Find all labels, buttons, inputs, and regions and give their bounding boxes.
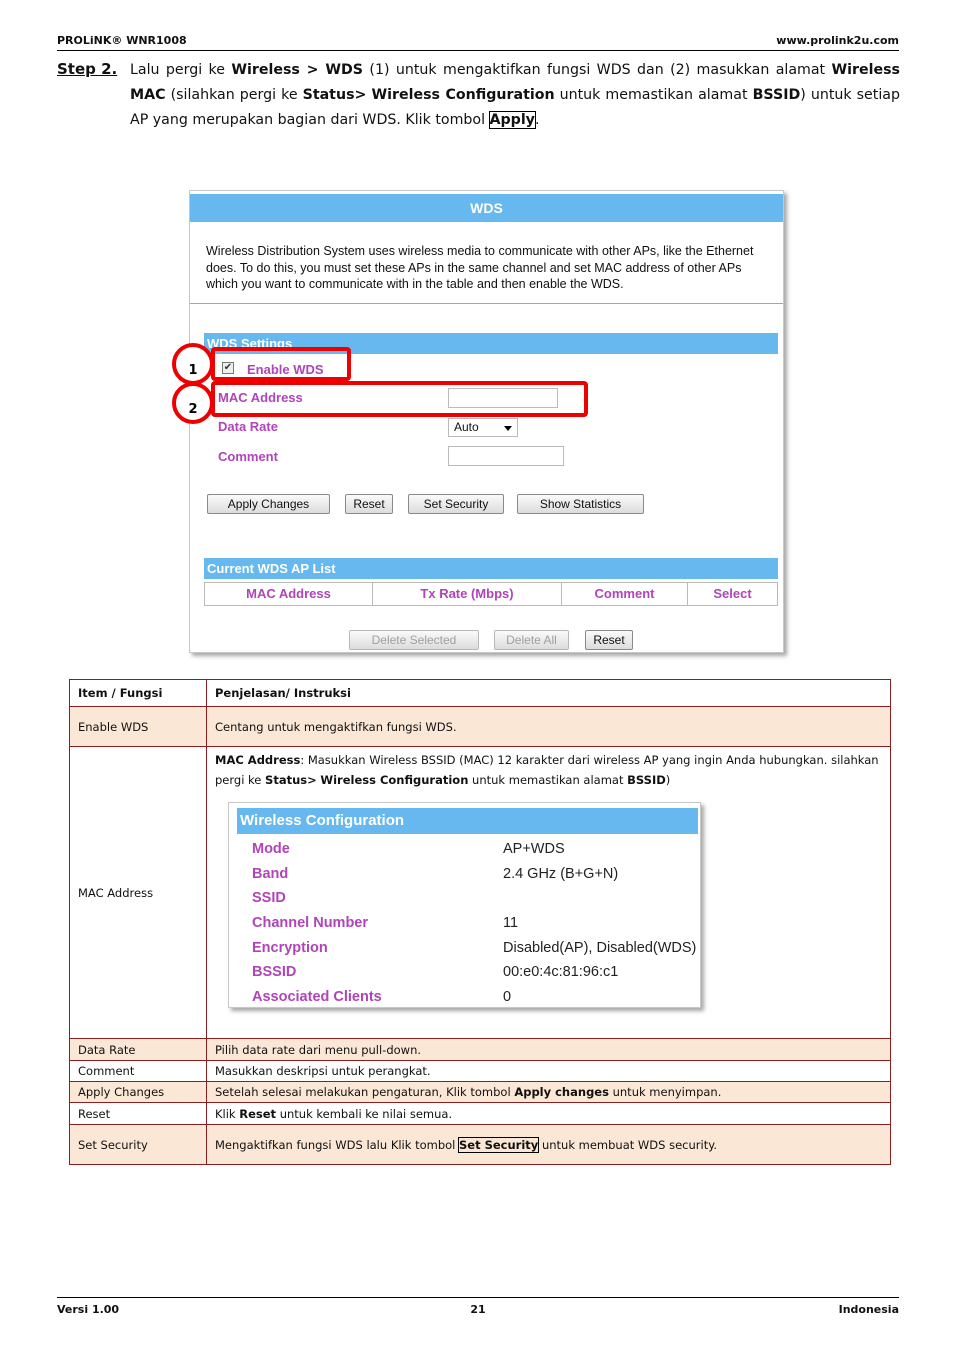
wireless-configuration-title: Wireless Configuration — [237, 808, 698, 834]
wds-ap-list-header: Current WDS AP List — [204, 558, 778, 579]
step-text: Lalu pergi ke Wireless > WDS (1) untuk mengaktifkan fungsi WDS dan (2) masukkan alamat Wireless MAC (silahkan pergi ke Status> Wireless Configuration untuk memastikan alamat BSSID) untuk setiap AP yang merupakan bagian dari WDS. Klik tombol Apply. — [130, 62, 900, 128]
footer-version: Versi 1.00 — [57, 1303, 120, 1316]
wds-description: Wireless Distribution System uses wireless media to communicate with other APs, like the Ethernet does. To do this, you must set these APs in the same channel and set MAC address of other APs which you want to communicate with in the table and then enable the WDS. — [206, 244, 754, 291]
table-row: Enable WDS Centang untuk mengaktifkan fungsi WDS. — [70, 707, 891, 747]
instruction-table — [69, 679, 891, 1165]
wds-panel-screenshot — [189, 190, 784, 653]
marker-circle-1: 1 — [172, 343, 214, 385]
mac-instruction-text: MAC Address: Masukkan Wireless BSSID (MAC) 12 karakter dari wireless AP yang ingin Anda hubungkan. silahkan pergi ke Status> Wireless Configuration untuk memastikan alamat BSSID) — [215, 753, 879, 787]
table-row: Apply Changes Setelah selesai melakukan pengaturan, Klik tombol Apply changes untuk menyimpan. — [70, 1082, 891, 1103]
wireless-configuration-screenshot — [228, 802, 701, 1008]
column-header-comment: Comment — [561, 582, 688, 606]
table-header-row — [70, 680, 891, 707]
page-number: 21 — [470, 1303, 486, 1316]
config-row-clients: Associated Clients 0 — [252, 989, 512, 1005]
apply-changes-button[interactable]: Apply Changes — [207, 494, 330, 514]
config-row-bssid: BSSID 00:e0:4c:81:96:c1 — [252, 964, 619, 980]
comment-input[interactable] — [448, 446, 564, 466]
page-header — [57, 33, 899, 51]
step-apply-keyword: Apply — [489, 112, 535, 128]
table-row: Data Rate Pilih data rate dari menu pull-down. — [70, 1039, 891, 1061]
show-statistics-button[interactable]: Show Statistics — [517, 494, 644, 514]
header-website: www.prolink2u.com — [776, 34, 899, 47]
config-row-encryption: Encryption Disabled(AP), Disabled(WDS) — [252, 940, 697, 956]
table-row: Comment Masukkan deskripsi untuk perangkat. — [70, 1061, 891, 1082]
footer-language: Indonesia — [838, 1303, 899, 1316]
divider — [190, 303, 783, 304]
table-row: MAC Address MAC Address: Masukkan Wireless BSSID (MAC) 12 karakter dari wireless AP yang ingin Anda hubungkan. silahkan pergi ke Status> Wireless Configuration untuk memastikan alamat BSSID) Wireless Configuration Mode AP+WDS Band 2.4 GHz (B+G+N) SSID Channel Number 11 Encryption Disabled(AP), Disabled(WDS) BSSID 00:e0:4c:81:96:c1 Associated Clients 0 — [70, 747, 891, 1039]
column-header-select: Select — [687, 582, 778, 606]
comment-label: Comment — [218, 449, 278, 464]
mac-address-label: MAC Address — [218, 390, 303, 405]
set-security-button[interactable]: Set Security — [408, 494, 504, 514]
table-header-description: Penjelasan/ Instruksi — [207, 680, 891, 707]
table-row: Reset Klik Reset untuk kembali ke nilai semua. — [70, 1103, 891, 1125]
marker-circle-2: 2 — [172, 382, 214, 424]
reset-button[interactable]: Reset — [345, 494, 393, 514]
enable-wds-checkbox[interactable]: ✔ — [223, 362, 233, 373]
config-row-band: Band 2.4 GHz (B+G+N) — [252, 866, 619, 882]
header-product: PROLiNK® WNR1008 — [57, 34, 187, 47]
enable-wds-label: Enable WDS — [247, 362, 324, 377]
delete-selected-button[interactable]: Delete Selected — [349, 630, 479, 650]
set-security-keyword: Set Security — [459, 1137, 539, 1152]
config-row-channel: Channel Number 11 — [252, 915, 519, 931]
chevron-down-icon — [504, 426, 512, 431]
column-header-mac: MAC Address — [204, 582, 373, 606]
highlight-box-mac-address — [211, 381, 588, 417]
delete-all-button[interactable]: Delete All — [494, 630, 569, 650]
highlight-box-enable-wds — [211, 347, 351, 381]
config-row-mode: Mode AP+WDS — [252, 841, 565, 857]
wds-settings-header: WDS Settings — [204, 333, 778, 354]
step-wireless: Wireless — [231, 62, 300, 78]
step-wireless-mac: Wireless MAC — [130, 62, 900, 103]
step-label: Step 2. — [57, 60, 118, 78]
list-reset-button[interactable]: Reset — [585, 630, 633, 650]
data-rate-label: Data Rate — [218, 419, 278, 434]
column-header-tx-rate: Tx Rate (Mbps) — [372, 582, 562, 606]
wds-panel-title: WDS — [190, 194, 783, 222]
data-rate-select[interactable]: Auto — [448, 418, 518, 437]
table-header-item: Item / Fungsi — [70, 680, 207, 707]
step-wds: WDS — [325, 62, 364, 78]
config-row-ssid: SSID — [252, 890, 286, 906]
page-footer — [57, 1297, 899, 1317]
table-row: Set Security Mengaktifkan fungsi WDS lalu Klik tombol Set Security untuk membuat WDS security. — [70, 1125, 891, 1165]
